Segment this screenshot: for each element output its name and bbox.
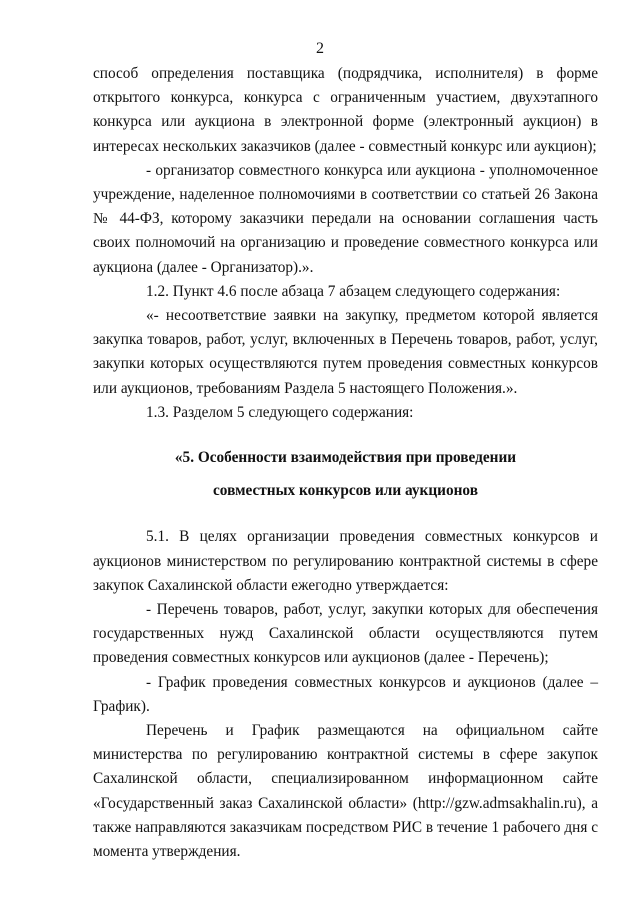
section-5-heading-line-1: «5. Особенности взаимодействия при проведении — [174, 449, 517, 467]
paragraph-list-item-perechen: - Перечень товаров, работ, услуг, закупки которых для обеспечения государственных нужд Сахалинской области осуществляются путем проведения совместных конкурсов или аукционов (далее - Перечень); — [93, 601, 598, 667]
page-number: 2 — [316, 40, 324, 57]
paragraph-item-5-1: 5.1. В целях организации проведения совместных конкурсов и аукционов министерством по регулированию контрактной системы в сфере закупок Сахалинской области ежегодно утверждается: — [93, 528, 598, 594]
section-5-heading-line-2: совместных конкурсов или аукционов — [213, 482, 478, 500]
paragraph-publication: Перечень и График размещаются на официальном сайте министерства по регулированию контрактной системы в сфере закупок Сахалинской области, специализированном информационном сайте «Государственный заказ Сахалинской области» (http://gzw.admsakhalin.ru), а также направляются заказчикам посредством РИС в течение 1 рабочего дня с момента утверждения. — [93, 722, 598, 861]
paragraph-organizer-definition: - организатор совместного конкурса или аукциона - уполномоченное учреждение, наделенное полномочиями в соответствии со статьей 26 Закона № 44-ФЗ, которому заказчики передали на основании соглашения часть своих полномочий на организацию и проведение совместного конкурса или аукциона (далее - Организатор).». — [93, 161, 598, 276]
paragraph-application-nonconformity: «- несоответствие заявки на закупку, предметом которой является закупка товаров, работ, услуг, включенных в Перечень товаров, работ, услуг, закупки которых осуществляются путем проведения совместных конкурсов или аукционов, требованиям Раздела 5 настоящего Положения.». — [93, 307, 598, 397]
paragraph-item-1-3: 1.3. Разделом 5 следующего содержания: — [146, 403, 414, 421]
paragraph-list-item-grafik: - График проведения совместных конкурсов и аукционов (далее – График). — [93, 673, 598, 715]
paragraph-item-1-2: 1.2. Пункт 4.6 после абзаца 7 абзацем следующего содержания: — [146, 282, 561, 300]
document-body — [93, 62, 598, 864]
paragraph-procurement-method: способ определения поставщика (подрядчика, исполнителя) в форме открытого конкурса, конкурса с ограниченным участием, двухэтапного конкурса или аукциона в электронной форме (электронный аукцион) в интересах нескольких заказчиков (далее - совместный конкурс или аукцион); — [93, 65, 598, 155]
